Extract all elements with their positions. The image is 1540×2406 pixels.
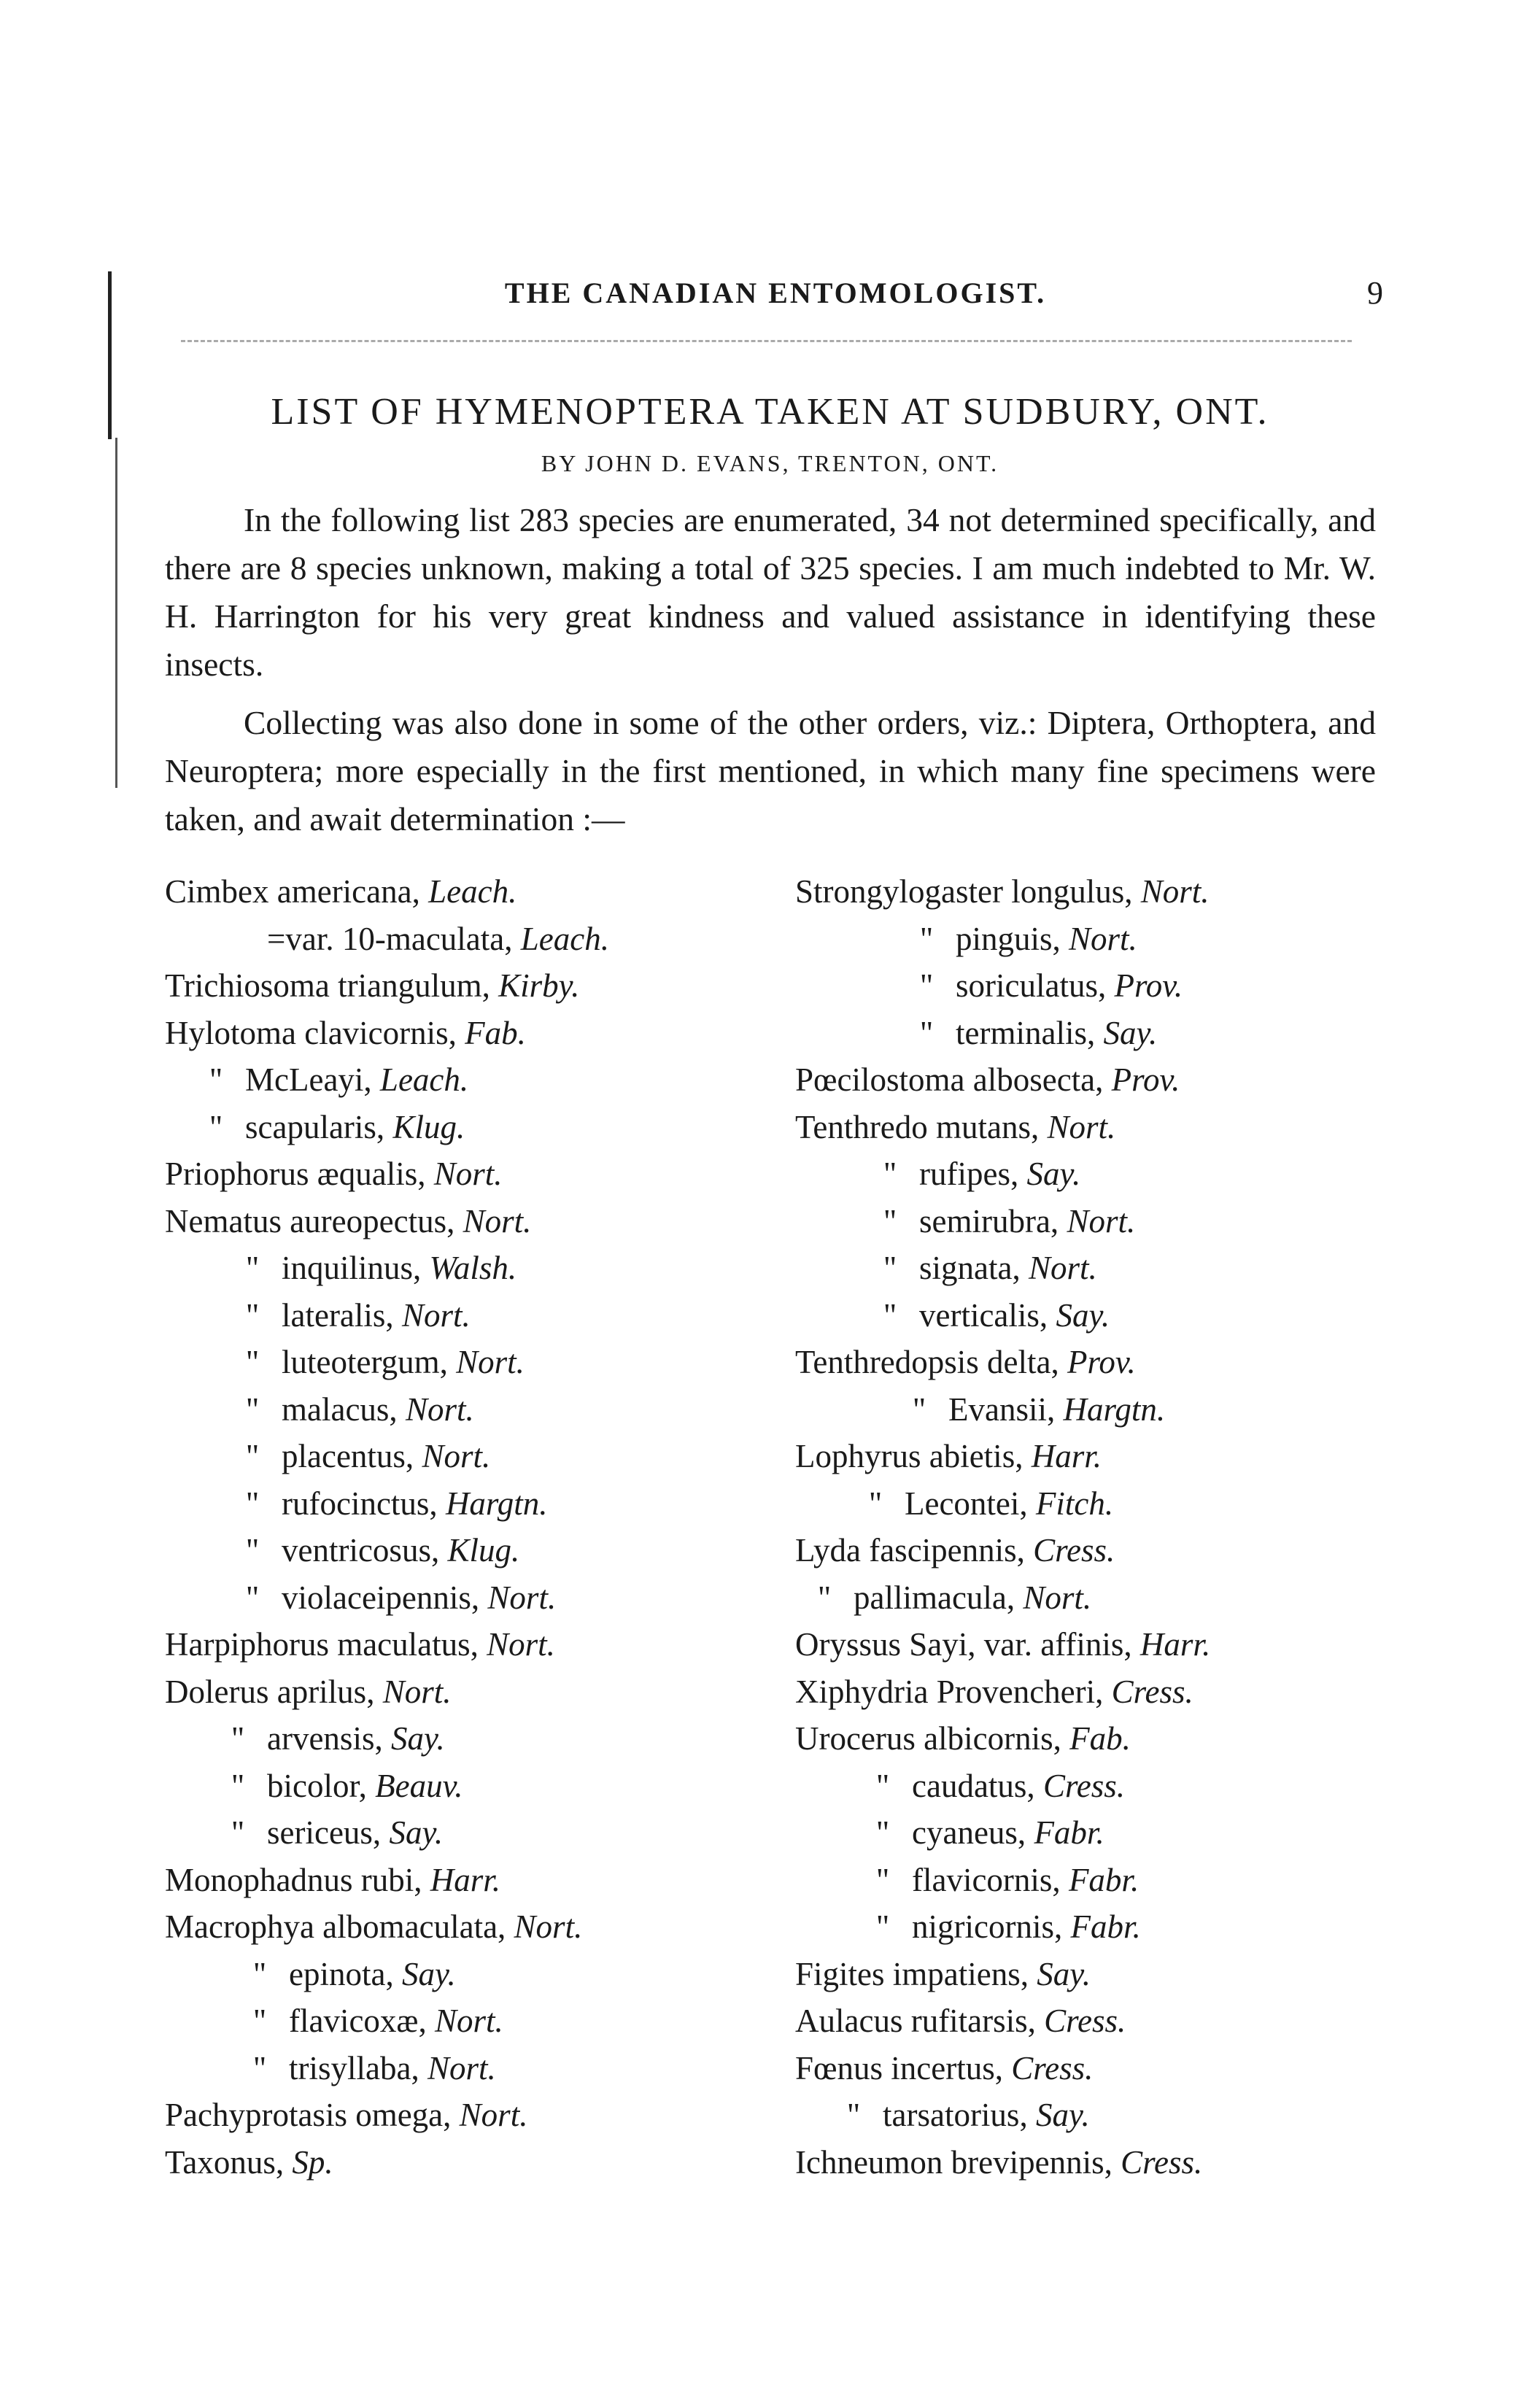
- species-entry: [795, 1198, 1423, 1245]
- ditto-mark: ": [817, 1579, 832, 1616]
- species-entry: [165, 1809, 792, 1857]
- species-entry: [795, 1951, 1423, 1998]
- species-author: Nort.: [514, 1908, 583, 1945]
- species-name: epinota,: [289, 1955, 402, 1992]
- species-entry: [795, 1104, 1423, 1151]
- species-name: flavicoxæ,: [289, 2003, 435, 2039]
- species-name: violaceipennis,: [282, 1579, 488, 1616]
- species-author: Nort.: [422, 1438, 491, 1474]
- species-author: Nort.: [1067, 1202, 1136, 1239]
- species-name: caudatus,: [912, 1767, 1043, 1804]
- species-name: scapularis,: [245, 1108, 393, 1145]
- species-author: Leach.: [428, 873, 517, 910]
- species-author: Fabr.: [1070, 1908, 1141, 1945]
- page-number: 9: [1367, 275, 1383, 311]
- species-author: Cress.: [1111, 1673, 1193, 1710]
- species-name: placentus,: [282, 1438, 422, 1474]
- species-name: Priophorus æqualis,: [165, 1156, 434, 1192]
- species-entry: [165, 1997, 792, 2045]
- species-entry: [795, 2139, 1423, 2186]
- ditto-mark: ": [245, 1438, 260, 1474]
- species-entry: [795, 1763, 1423, 1810]
- species-author: Say.: [390, 1720, 445, 1757]
- species-entry: [795, 1997, 1423, 2045]
- species-author: Harr.: [430, 1861, 501, 1898]
- species-entry: [165, 1527, 792, 1574]
- species-name: Xiphydria Provencheri,: [795, 1673, 1112, 1710]
- ditto-mark: ": [883, 1156, 897, 1192]
- ditto-mark: ": [245, 1532, 260, 1568]
- species-name: Taxonus,: [165, 2143, 293, 2181]
- species-author: Nort.: [1028, 1250, 1097, 1286]
- species-entry: [165, 962, 792, 1010]
- species-entry: [165, 1010, 792, 1057]
- species-name: Harpiphorus maculatus,: [165, 1626, 487, 1663]
- species-list-right: [795, 868, 1423, 2186]
- species-author: Cress.: [1011, 2049, 1094, 2086]
- species-author: Prov.: [1111, 1061, 1180, 1098]
- margin-mark: [108, 271, 112, 439]
- species-name: lateralis,: [282, 1296, 402, 1334]
- species-name: soriculatus,: [956, 967, 1115, 1004]
- species-entry: [795, 1339, 1423, 1386]
- species-name: semirubra,: [919, 1202, 1067, 1239]
- species-author: Nort.: [1140, 873, 1210, 910]
- species-entry: [165, 1245, 792, 1292]
- species-author: Nort.: [1023, 1579, 1092, 1616]
- ditto-mark: ": [252, 1955, 267, 1992]
- species-name: terminalis,: [956, 1014, 1104, 1051]
- species-name: cyaneus,: [912, 1814, 1034, 1851]
- species-name: Oryssus Sayi, var. affinis,: [795, 1626, 1140, 1663]
- ditto-mark: ": [245, 1390, 260, 1428]
- species-name: Lyda fascipennis,: [795, 1532, 1034, 1568]
- species-name: verticalis,: [919, 1296, 1056, 1334]
- species-name: Figites impatiens,: [795, 1955, 1037, 1992]
- species-author: Hargtn.: [445, 1485, 548, 1522]
- species-name: Pachyprotasis omega,: [165, 2097, 460, 2133]
- species-entry: [795, 1809, 1423, 1857]
- species-author: Cress.: [1033, 1532, 1115, 1568]
- species-author: Fitch.: [1035, 1485, 1114, 1522]
- species-entry: [795, 1857, 1423, 1904]
- species-name: Nematus aureopectus,: [165, 1202, 463, 1239]
- species-author: Say.: [389, 1814, 444, 1851]
- ditto-mark: ": [846, 2097, 861, 2133]
- ditto-mark: ": [252, 2003, 267, 2039]
- species-name: McLeayi,: [245, 1061, 380, 1098]
- species-author: Leach.: [520, 920, 609, 957]
- species-entry: [795, 1292, 1423, 1339]
- species-name: Urocerus albicornis,: [795, 1720, 1070, 1757]
- species-entry: [795, 1903, 1423, 1951]
- intro-paragraph: In the following list 283 species are enumerated, 34 not determined specifically, and there are 8 species unknown, making a total of 325 species. I am much indebted to Mr. W. H. Harrington for his very great kindness and valued assistance in identifying these insects.: [165, 501, 1376, 683]
- species-name: Lophyrus abietis,: [795, 1438, 1032, 1474]
- species-author: Nort.: [427, 2049, 496, 2086]
- species-name: luteotergum,: [282, 1344, 457, 1380]
- species-author: Nort.: [382, 1673, 452, 1710]
- ditto-mark: ": [231, 1720, 245, 1757]
- species-entry: [165, 868, 792, 916]
- species-name: Fœnus incertus,: [795, 2049, 1012, 2086]
- species-author: Cress.: [1121, 2143, 1203, 2181]
- species-name: Hylotoma clavicornis,: [165, 1014, 465, 1051]
- species-entry: [165, 1480, 792, 1528]
- species-author: Say.: [1035, 2097, 1090, 2133]
- species-name: Macrophya albomaculata,: [165, 1908, 514, 1945]
- ditto-mark: ": [245, 1296, 260, 1334]
- ditto-mark: ": [912, 1390, 926, 1428]
- species-entry: [795, 868, 1423, 916]
- species-entry: [165, 1763, 792, 1810]
- running-title: THE CANADIAN ENTOMOLOGIST.: [504, 276, 1047, 309]
- species-author: Nort.: [1047, 1108, 1116, 1145]
- species-entry: [795, 1433, 1423, 1480]
- species-author: Nort.: [401, 1296, 471, 1334]
- species-author: Beauv.: [375, 1767, 463, 1804]
- species-author: Nort.: [433, 1156, 503, 1192]
- species-name: pallimacula,: [854, 1579, 1024, 1616]
- species-name: Tenthredopsis delta,: [795, 1344, 1068, 1380]
- species-name: tarsatorius,: [883, 2097, 1036, 2133]
- species-author: Fab.: [465, 1014, 526, 1051]
- header-rule: [181, 340, 1352, 342]
- species-entry: [165, 1150, 792, 1198]
- byline: BY JOHN D. EVANS, TRENTON, ONT.: [541, 450, 999, 476]
- species-entry: [165, 1903, 792, 1951]
- species-entry: [165, 1056, 792, 1104]
- ditto-mark: ": [209, 1108, 223, 1145]
- species-author: Nort.: [487, 1626, 555, 1663]
- species-name: flavicornis,: [912, 1861, 1069, 1898]
- species-author: Nort.: [1069, 920, 1137, 957]
- species-list-left: [165, 868, 792, 2186]
- species-entry: [795, 962, 1423, 1010]
- species-entry: [165, 1574, 792, 1622]
- species-author: Say.: [1026, 1156, 1081, 1192]
- species-entry: [795, 1527, 1423, 1574]
- species-entry: [165, 1433, 792, 1480]
- intro-paragraph: Collecting was also done in some of the other orders, viz.: Diptera, Orthoptera, and Neuroptera; more especially in the first mentioned, in which many fine specimens were taken, and await determination :—: [165, 704, 1376, 838]
- species-author: Say.: [401, 1955, 456, 1992]
- species-author: Sp.: [292, 2143, 333, 2181]
- species-entry: [795, 1386, 1423, 1434]
- intro-text: [165, 496, 1376, 854]
- ditto-mark: ": [245, 1344, 260, 1380]
- article-title: LIST OF HYMENOPTERA TAKEN AT SUDBURY, ONT.: [271, 391, 1269, 433]
- species-entry: [165, 1339, 792, 1386]
- species-entry: [165, 1104, 792, 1151]
- species-entry: [795, 1621, 1423, 1668]
- species-author: Prov.: [1067, 1344, 1136, 1380]
- species-author: Say.: [1037, 1955, 1091, 1992]
- species-entry: [165, 1621, 792, 1668]
- species-author: Nort.: [463, 1202, 532, 1239]
- species-name: Tenthredo mutans,: [795, 1108, 1048, 1145]
- species-entry: [165, 1857, 792, 1904]
- species-entry: [795, 2045, 1423, 2092]
- species-name: =var. 10-maculata,: [267, 920, 521, 957]
- ditto-mark: ": [883, 1202, 897, 1239]
- species-name: bicolor,: [267, 1767, 376, 1804]
- species-author: Prov.: [1114, 967, 1183, 1004]
- species-name: Monophadnus rubi,: [165, 1861, 430, 1898]
- species-entry: [165, 2092, 792, 2139]
- species-author: Nort.: [456, 1344, 525, 1380]
- ditto-mark: ": [875, 1861, 890, 1898]
- species-author: Nort.: [459, 2097, 528, 2133]
- species-author: Say.: [1056, 1296, 1110, 1334]
- ditto-mark: ": [875, 1814, 890, 1851]
- ditto-mark: ": [875, 1908, 890, 1945]
- species-author: Klug.: [392, 1108, 465, 1145]
- species-entry: [165, 916, 792, 963]
- species-name: Dolerus aprilus,: [165, 1673, 383, 1710]
- ditto-mark: ": [209, 1061, 223, 1098]
- species-entry: [165, 1951, 792, 1998]
- ditto-mark: ": [919, 967, 934, 1004]
- ditto-mark: ": [245, 1579, 260, 1616]
- species-name: Evansii,: [948, 1390, 1064, 1428]
- species-name: trisyllaba,: [289, 2049, 427, 2086]
- species-entry: [795, 1245, 1423, 1292]
- ditto-mark: ": [883, 1250, 897, 1286]
- species-entry: [165, 1292, 792, 1339]
- species-author: Cress.: [1042, 1767, 1126, 1804]
- species-name: Cimbex americana,: [165, 873, 429, 910]
- ditto-mark: ": [245, 1485, 260, 1522]
- species-entry: [795, 1056, 1423, 1104]
- species-author: Leach.: [379, 1061, 469, 1098]
- margin-mark: [115, 438, 117, 788]
- species-author: Klug.: [447, 1532, 520, 1568]
- species-author: Harr.: [1031, 1438, 1102, 1474]
- species-entry: [165, 1715, 792, 1763]
- species-name: malacus,: [282, 1390, 406, 1428]
- species-entry: [165, 1198, 792, 1245]
- species-author: Hargtn.: [1063, 1390, 1166, 1428]
- species-name: Ichneumon brevipennis,: [795, 2143, 1121, 2181]
- species-author: Say.: [1103, 1014, 1158, 1051]
- species-entry: [795, 1010, 1423, 1057]
- species-entry: [165, 2139, 792, 2186]
- ditto-mark: ": [231, 1814, 245, 1851]
- ditto-mark: ": [883, 1296, 897, 1334]
- species-author: Fabr.: [1034, 1814, 1104, 1851]
- species-name: Lecontei,: [905, 1485, 1036, 1522]
- species-name: ventricosus,: [282, 1532, 448, 1568]
- species-author: Nort.: [487, 1579, 557, 1616]
- running-head: [168, 271, 1383, 315]
- ditto-mark: ": [868, 1485, 883, 1522]
- ditto-mark: ": [919, 920, 934, 957]
- species-name: arvensis,: [267, 1720, 391, 1757]
- ditto-mark: ": [245, 1250, 260, 1286]
- ditto-mark: ": [875, 1767, 890, 1804]
- species-entry: [795, 1668, 1423, 1716]
- species-entry: [795, 1480, 1423, 1528]
- species-name: Strongylogaster longulus,: [795, 873, 1141, 910]
- species-entry: [165, 2045, 792, 2092]
- species-name: rufocinctus,: [282, 1485, 446, 1522]
- species-author: Fab.: [1069, 1720, 1131, 1757]
- ditto-mark: ": [252, 2049, 267, 2086]
- species-name: signata,: [919, 1250, 1029, 1286]
- species-entry: [795, 2092, 1423, 2139]
- species-entry: [165, 1386, 792, 1434]
- species-name: pinguis,: [956, 920, 1069, 957]
- species-name: inquilinus,: [282, 1250, 430, 1286]
- species-entry: [795, 1715, 1423, 1763]
- species-entry: [795, 1150, 1423, 1198]
- species-name: rufipes,: [919, 1156, 1027, 1192]
- ditto-mark: ": [231, 1767, 245, 1804]
- species-name: Pœcilostoma albosecta,: [795, 1061, 1112, 1098]
- species-name: Aulacus rufitarsis,: [795, 2003, 1045, 2039]
- species-author: Walsh.: [429, 1250, 517, 1286]
- species-name: Trichiosoma triangulum,: [165, 967, 499, 1004]
- species-author: Harr.: [1139, 1626, 1211, 1663]
- species-author: Nort.: [434, 2003, 503, 2039]
- species-author: Nort.: [405, 1390, 474, 1428]
- species-author: Fabr.: [1068, 1861, 1139, 1898]
- species-name: nigricornis,: [912, 1908, 1071, 1945]
- species-author: Cress.: [1044, 2003, 1126, 2039]
- species-author: Kirby.: [498, 967, 580, 1004]
- species-entry: [795, 1574, 1423, 1622]
- species-name: sericeus,: [267, 1814, 390, 1851]
- species-entry: [795, 916, 1423, 963]
- species-entry: [165, 1668, 792, 1716]
- ditto-mark: ": [919, 1014, 934, 1051]
